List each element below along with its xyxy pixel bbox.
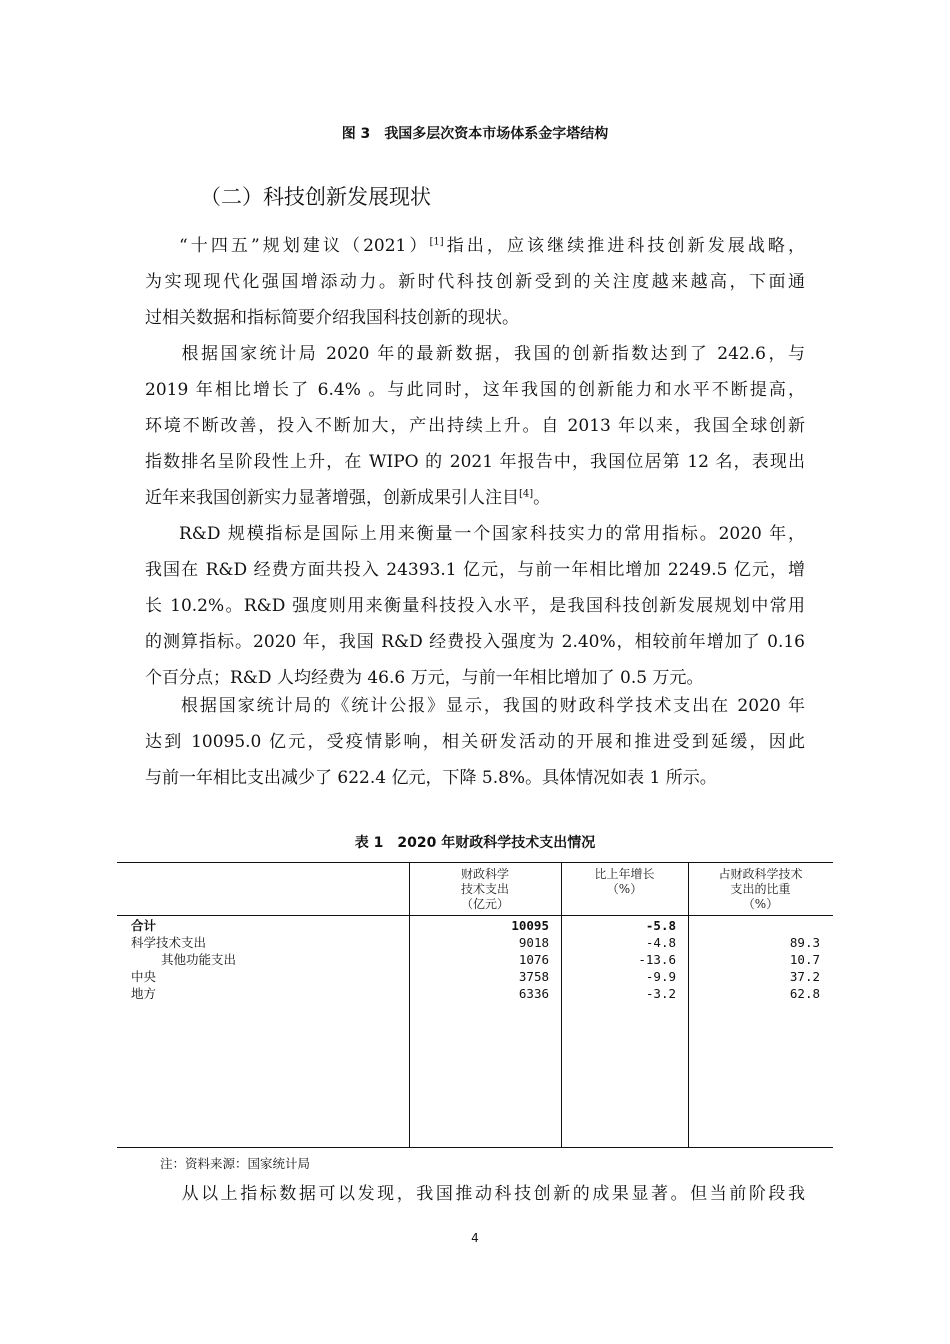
row-label-total: 合计 [131,918,157,933]
header-divider [117,915,833,916]
header-line: （亿元） [460,897,509,911]
paragraph-line: 过相关数据和指标简要介绍我国科技创新的现状。 [145,308,519,328]
cell-growth: -5.8 [645,918,676,933]
text-run: 指出，应该继续推进科技创新发展战略， [443,236,805,256]
header-line: 财政科学 [460,867,509,881]
paragraph-line [145,336,805,372]
header-expenditure [409,867,561,912]
cell-growth: -13.6 [638,952,676,967]
paragraph-line [145,1176,805,1212]
cell-expenditure: 6336 [518,986,549,1001]
figure-caption [0,123,950,143]
cell-share: 10.7 [789,952,820,967]
column-divider [561,863,562,1147]
figure-title: 我国多层次资本市场体系金字塔结构 [384,126,609,142]
cell-expenditure: 1076 [518,952,549,967]
section-heading: （二）科技创新发展现状 [200,185,431,209]
cell-share: 89.3 [789,935,820,950]
header-line: （%） [606,882,643,896]
text-run: 从以上指标数据可以发现，我国推动科技创新的成果显著。但当前阶段我 [179,1184,805,1204]
citation-ref: [1] [429,236,444,248]
paragraph-2 [145,336,805,516]
table-number: 表 1 [354,835,384,851]
text-run: 近年来我国创新实力显著增强，创新成果引人注目 [145,488,519,508]
cell-growth: -4.8 [645,935,676,950]
cell-growth: -9.9 [645,969,676,984]
paragraph-line: 2019 年相比增长了 6.4% 。与此同时，这年我国的创新能力和水平不断提高， [145,380,805,400]
paragraph-line [145,688,805,724]
paragraph-line: 达到 10095.0 亿元，受疫情影响，相关研发活动的开展和推进受到延缓，因此 [145,732,805,752]
text-run: 根据国家统计局 2020 年的最新数据，我国的创新指数达到了 242.6，与 [179,344,805,364]
paragraph-line: 环境不断改善，投入不断加大，产出持续上升。自 2013 年以来，我国全球创新 [145,416,805,436]
cell-growth: -3.2 [645,986,676,1001]
header-share [688,867,833,912]
cell-expenditure: 3758 [518,969,549,984]
page-number: 4 [471,1231,479,1245]
header-line: 比上年增长 [594,867,655,881]
header-growth [561,867,688,897]
paragraph-line: 个百分点；R&D 人均经费为 46.6 万元，与前一年相比增加了 0.5 万元。 [145,668,704,688]
cell-expenditure: 10095 [511,918,549,933]
paragraph-5 [145,1176,805,1212]
paragraph-line: 为实现现代化强国增添动力。新时代科技创新受到的关注度越来越高，下面通 [145,272,805,292]
header-line: 占财政科学技术 [718,867,803,881]
text-run: R&D 规模指标是国际上用来衡量一个国家科技实力的常用指标。2020 年， [179,524,805,544]
row-label: 科学技术支出 [131,935,207,950]
paragraph-line [145,516,805,552]
paragraph-line [145,228,805,264]
paragraph-line: 与前一年相比支出减少了 622.4 亿元，下降 5.8%。具体情况如表 1 所示。 [145,768,717,788]
paragraph-line: 长 10.2%。R&D 强度则用来衡量科技投入水平，是我国科技创新发展规划中常用 [145,596,805,616]
text-run: 根据国家统计局的《统计公报》显示，我国的财政科学技术支出在 2020 年 [179,696,805,716]
text-run: 。 [533,488,551,508]
text-run: “十四五”规划建议（2021） [179,236,430,256]
row-label: 地方 [131,986,157,1001]
cell-share: 62.8 [789,986,820,1001]
paragraph-line [145,480,805,516]
header-line: （%） [742,897,779,911]
paragraph-line: 我国在 R&D 经费方面共投入 24393.1 亿元，与前一年相比增加 2249.5 亿元，增 [145,560,805,580]
expenditure-table [117,862,833,1148]
row-label: 中央 [131,969,157,984]
cell-expenditure: 9018 [518,935,549,950]
paragraph-1 [145,228,805,336]
header-line: 支出的比重 [730,882,791,896]
paragraph-line: 指数排名呈阶段性上升，在 WIPO 的 2021 年报告中，我国位居第 12 名，表现出 [145,452,805,472]
table-title: 2020 年财政科学技术支出情况 [397,835,596,851]
paragraph-3 [145,516,805,696]
citation-ref: [4] [519,488,534,500]
paragraph-4 [145,688,805,796]
paragraph-line: 的测算指标。2020 年，我国 R&D 经费投入强度为 2.40%，相较前年增加了 0.16 [145,632,805,652]
header-line: 技术支出 [460,882,509,896]
table-note: 注：资料来源：国家统计局 [160,1156,311,1171]
cell-share: 37.2 [789,969,820,984]
row-label: 其他功能支出 [161,952,237,967]
table-caption [0,832,950,852]
figure-number: 图 3 [341,126,371,142]
